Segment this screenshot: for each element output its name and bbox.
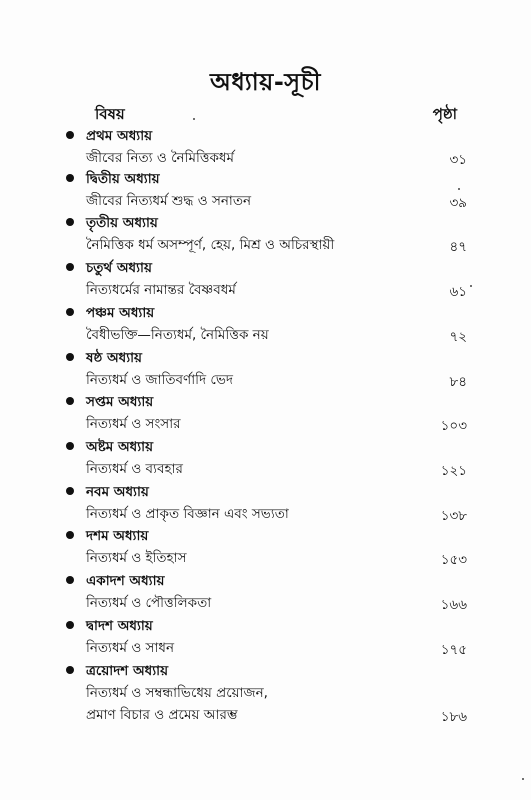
paper-speck bbox=[193, 118, 195, 120]
bullet-icon bbox=[66, 487, 74, 495]
chapter-title: দশম অধ্যায় bbox=[86, 528, 149, 544]
chapter-subject: নিত্যধর্ম ও সাধন bbox=[86, 640, 175, 656]
chapter-subject: প্রমাণ বিচার ও প্রমেয় আরম্ভ bbox=[86, 707, 238, 723]
bullet-icon bbox=[66, 442, 74, 450]
bullet-icon bbox=[66, 131, 74, 139]
bullet-icon bbox=[66, 666, 74, 674]
chapter-title: সপ্তম অধ্যায় bbox=[86, 394, 154, 410]
bullet-icon bbox=[66, 397, 74, 405]
chapter-subject: নিত্যধর্ম ও সম্বন্ধাভিধেয় প্রয়োজন, bbox=[86, 685, 268, 701]
page-title: অধ্যায়-সূচী bbox=[210, 68, 321, 96]
bullet-icon bbox=[66, 218, 74, 226]
table-of-contents bbox=[0, 125, 531, 745]
chapter-title: ষষ্ঠ অধ্যায় bbox=[86, 350, 142, 366]
chapter-subject: নিত্যধর্ম ও সংসার bbox=[86, 416, 181, 432]
page-number: ১৬৬ bbox=[440, 597, 467, 613]
bullet-icon bbox=[66, 576, 74, 584]
chapter-subject: বৈধীভক্তি—নিত্যধর্ম, নৈমিত্তিক নয় bbox=[86, 327, 269, 343]
page-number: ৮৪ bbox=[449, 374, 467, 390]
chapter-title: দ্বাদশ অধ্যায় bbox=[86, 618, 153, 634]
bullet-icon bbox=[66, 353, 74, 361]
chapter-subject: জীবের নিত্য ও নৈমিত্তিকধর্ম bbox=[86, 150, 234, 166]
page-number: ৭২ bbox=[449, 329, 467, 345]
page-number: ৩৯ bbox=[449, 195, 467, 211]
chapter-title: নবম অধ্যায় bbox=[86, 484, 149, 500]
page-number: ১৮৬ bbox=[440, 709, 467, 725]
chapter-title: পঞ্চম অধ্যায় bbox=[86, 305, 155, 321]
chapter-title: ত্রয়োদশ অধ্যায় bbox=[86, 663, 169, 679]
chapter-subject: নিত্যধর্ম ও ইতিহাস bbox=[86, 550, 187, 566]
chapter-title: দ্বিতীয় অধ্যায় bbox=[86, 171, 160, 187]
page-number: ৩১ bbox=[449, 152, 467, 168]
bullet-icon bbox=[66, 531, 74, 539]
page-number: ৬১ bbox=[449, 284, 467, 300]
bullet-icon bbox=[66, 308, 74, 316]
chapter-subject: নিত্যধর্ম ও ব্যবহার bbox=[86, 461, 183, 477]
chapter-title: অষ্টম অধ্যায় bbox=[86, 439, 154, 455]
bullet-icon bbox=[66, 174, 74, 182]
bullet-icon bbox=[66, 621, 74, 629]
chapter-title: তৃতীয় অধ্যায় bbox=[86, 215, 158, 231]
page-number: ১৫৩ bbox=[440, 552, 467, 568]
paper-speck bbox=[458, 188, 460, 190]
paper-speck bbox=[470, 285, 472, 287]
chapter-subject: নিত্যধর্ম ও পৌত্তলিকতা bbox=[86, 595, 212, 611]
subject-column-header: বিষয় bbox=[95, 105, 125, 123]
bullet-icon bbox=[66, 263, 74, 271]
page-number: ১৭৫ bbox=[440, 642, 467, 658]
chapter-subject: নিত্যধর্ম ও জাতিবর্ণাদি ভেদ bbox=[86, 372, 233, 388]
chapter-subject: নিত্যধর্মের নামান্তর বৈষ্ণবধর্ম bbox=[86, 282, 236, 298]
page-number: ১০৩ bbox=[440, 418, 467, 434]
chapter-title: প্রথম অধ্যায় bbox=[86, 128, 153, 144]
chapter-title: চতুর্থ অধ্যায় bbox=[86, 260, 152, 276]
paper-speck bbox=[522, 778, 524, 780]
page-number: ১৩৮ bbox=[440, 508, 467, 524]
chapter-title: একাদশ অধ্যায় bbox=[86, 573, 165, 589]
page-number: ১২১ bbox=[440, 463, 467, 479]
chapter-subject: নৈমিত্তিক ধর্ম অসম্পূর্ণ, হেয়, মিশ্র ও অচিরস্থায়ী bbox=[86, 237, 335, 253]
chapter-subject: নিত্যধর্ম ও প্রাকৃত বিজ্ঞান এবং সভ্যতা bbox=[86, 506, 289, 522]
chapter-subject: জীবের নিত্যধর্ম শুদ্ধ ও সনাতন bbox=[86, 193, 252, 209]
page-number: ৪৭ bbox=[449, 239, 467, 255]
page-column-header: পৃষ্ঠা bbox=[432, 105, 457, 123]
